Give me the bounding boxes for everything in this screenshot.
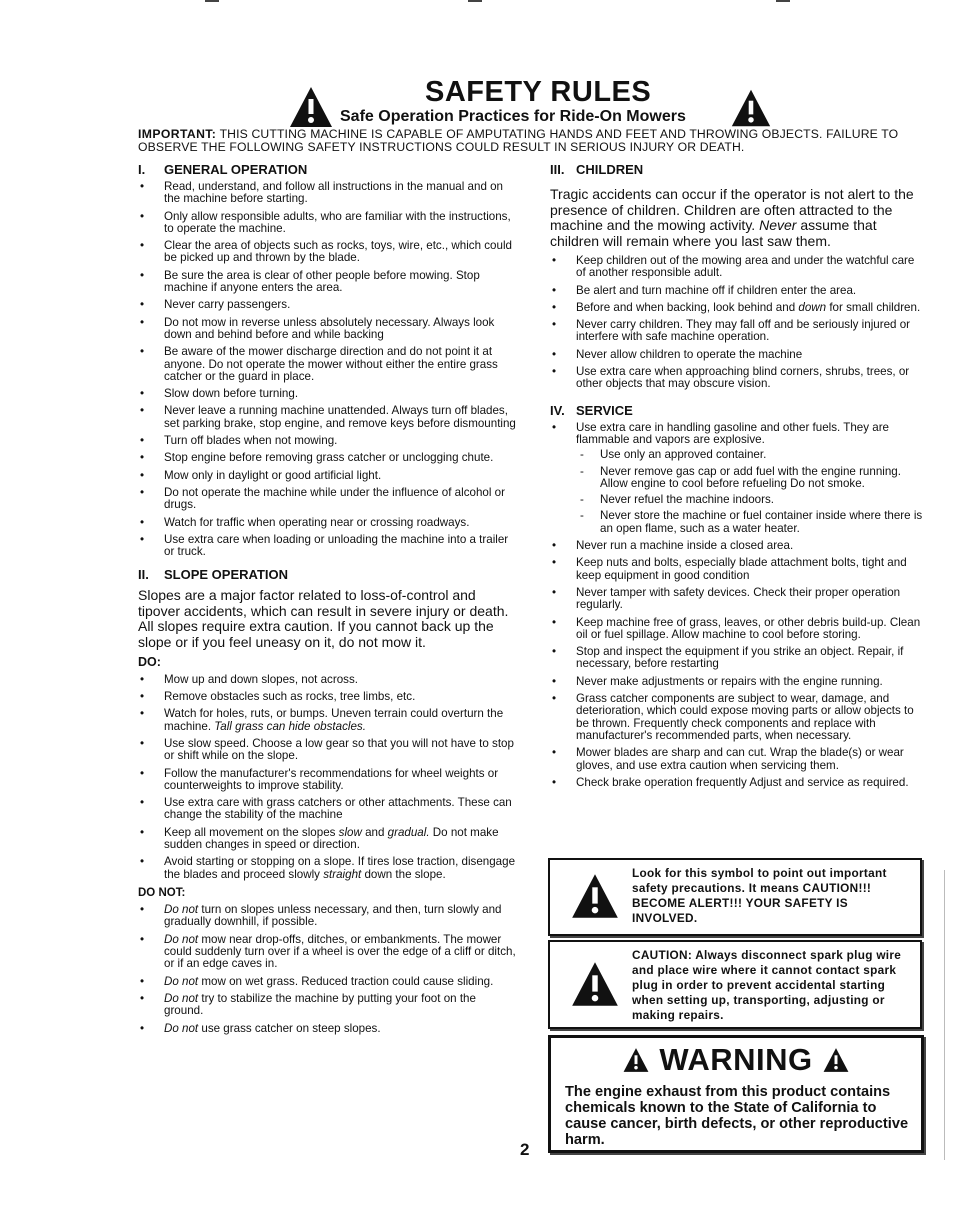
item-text: Watch for holes, ruts, or bumps. Uneven terrain could overturn the machine. xyxy=(164,707,504,733)
list-item: • Slow down before turning. xyxy=(138,388,518,400)
warning-triangle-icon xyxy=(570,960,620,1008)
warning-title: WARNING xyxy=(659,1041,813,1077)
list-item: • Never run a machine inside a closed area. xyxy=(550,540,925,552)
list-item: • Stop and inspect the equipment if you strike an object. Repair, if necessary, before restarting xyxy=(550,646,925,671)
section-heading-service xyxy=(550,403,925,418)
sub-item: - Use only an approved container. xyxy=(576,449,925,461)
item-emphasis: slow xyxy=(338,825,362,839)
list-item: • Remove obstacles such as rocks, tree limbs, etc. xyxy=(138,691,518,703)
list-item: • Mow up and down slopes, not across. xyxy=(138,674,518,686)
item-emphasis: straight xyxy=(323,867,362,881)
intro-text: Tragic accidents can occur if the operator is not alert to the presence of children. Children are often attracted to the machine and the mowing activity. xyxy=(550,186,914,233)
right-column xyxy=(550,162,925,794)
item-emphasis: Do not xyxy=(164,991,199,1005)
item-text: mow near drop-offs, ditches, or embankments. The mower could suddenly turn over if a wheel is over the edge of a cliff or ditch, or if an edge caves in. xyxy=(164,932,516,971)
item-emphasis: Do not xyxy=(164,932,199,946)
item-text: turn on slopes unless necessary, and then, turn slowly and gradually downhill, if possible. xyxy=(164,903,502,929)
item-text: Before and when backing, look behind and xyxy=(576,300,799,314)
item-emphasis: Do not xyxy=(164,974,199,988)
list-item xyxy=(138,1023,518,1035)
section-number: I. xyxy=(138,162,146,177)
section-number: III. xyxy=(550,162,565,177)
section-heading-children xyxy=(550,162,925,177)
scan-mark xyxy=(205,0,219,2)
item-text: Keep all movement on the slopes xyxy=(164,825,339,839)
item-text: for small children. xyxy=(826,300,921,314)
list-item: • Use extra care with grass catchers or other attachments. These can change the stability of the machine xyxy=(138,797,518,822)
list-item: • Be alert and turn machine off if children enter the area. xyxy=(550,285,925,297)
do-not-list xyxy=(138,904,518,1035)
item-emphasis: Do not xyxy=(164,1021,199,1035)
important-notice xyxy=(138,128,928,154)
page-subtitle: Safe Operation Practices for Ride-On Mowers xyxy=(340,108,686,125)
warning-body: The engine exhaust from this product contains chemicals known to the State of California to cause cancer, birth defects, or other reproductive harm. xyxy=(565,1084,909,1148)
important-text: THIS CUTTING MACHINE IS CAPABLE OF AMPUTATING HANDS AND FEET AND THROWING OBJECTS. FAILURE TO OBSERVE THE FOLLOWING SAFETY INSTRUCTIONS COULD RESULT IN SERIOUS INJURY OR DEATH. xyxy=(138,127,899,154)
item-emphasis: Tall grass can hide obstacles. xyxy=(214,719,366,733)
list-item: • Read, understand, and follow all instructions in the manual and on the machine before starting. xyxy=(138,181,518,206)
item-text: down the slope. xyxy=(361,867,446,881)
list-item: • Never carry passengers. xyxy=(138,299,518,311)
item-emphasis: down xyxy=(798,300,827,314)
list-item: • Check brake operation frequently Adjust and service as required. xyxy=(550,777,925,789)
list-item xyxy=(138,976,518,988)
warning-title-row xyxy=(551,1040,921,1078)
list-item: • Be sure the area is clear of other people before mowing. Stop machine if anyone enters the area. xyxy=(138,270,518,295)
item-text: and xyxy=(361,825,388,839)
list-item: • Grass catcher components are subject to wear, damage, and deterioration, which could expose moving parts or allow objects to be thrown. Frequently check components and replace with manufacturer's recommended parts, when necessary. xyxy=(550,693,925,742)
list-item: • Follow the manufacturer's recommendations for wheel weights or counterweights to improve stability. xyxy=(138,768,518,793)
list-item: • Do not operate the machine while under the influence of alcohol or drugs. xyxy=(138,487,518,512)
list-item: • Be aware of the mower discharge direction and do not point it at anyone. Do not operate the mower without either the entire grass catcher or the guard in place. xyxy=(138,346,518,383)
section-title: SLOPE OPERATION xyxy=(164,567,288,583)
list-item: • Only allow responsible adults, who are familiar with the instructions, to operate the machine. xyxy=(138,211,518,236)
warning-triangle-icon xyxy=(822,1047,850,1073)
list-item: • Use extra care when loading or unloading the machine into a trailer or truck. xyxy=(138,534,518,559)
item-text: try to stabilize the machine by putting your foot on the ground. xyxy=(164,991,476,1018)
list-item: • Never tamper with safety devices. Check their proper operation regularly. xyxy=(550,587,925,612)
slope-intro: Slopes are a major factor related to loss-of-control and tipover accidents, which can result in severe injury or death. All slopes require extra caution. If you cannot back up the slope or if you feel uneasy on it, do not mow it. xyxy=(138,587,509,650)
list-item: • Turn off blades when not mowing. xyxy=(138,435,518,447)
scan-mark xyxy=(776,0,790,2)
general-list xyxy=(138,181,518,558)
item-text: Do not make sudden changes in speed or direction. xyxy=(164,825,499,851)
left-column xyxy=(138,162,518,1040)
sub-item: - Never store the machine or fuel container inside where there is an open flame, such as a water heater. xyxy=(576,510,925,535)
important-label: IMPORTANT: xyxy=(138,127,217,141)
list-item: • Never carry children. They may fall off and be seriously injured or interfere with safe machine operation. xyxy=(550,319,925,344)
scan-mark xyxy=(468,0,482,2)
list-item: • Use extra care when approaching blind corners, shrubs, trees, or other objects that may obscure vision. xyxy=(550,366,925,391)
sub-item: - Never refuel the machine indoors. xyxy=(576,494,925,506)
section-number: II. xyxy=(138,567,149,583)
item-emphasis: Do not xyxy=(164,903,199,917)
page-number: 2 xyxy=(520,1140,530,1159)
item-text: Avoid starting or stopping on a slope. If tires lose traction, disengage the blades and proceed slowly xyxy=(164,855,516,881)
caution-box xyxy=(548,940,922,1029)
list-item xyxy=(138,708,518,733)
list-item xyxy=(138,993,518,1018)
section-heading-general xyxy=(138,162,518,177)
fuel-sublist xyxy=(576,449,925,535)
list-item: • Never make adjustments or repairs with the engine running. xyxy=(550,676,925,688)
do-not-heading: DO NOT: xyxy=(138,886,186,899)
list-item: • Mow only in daylight or good artificial light. xyxy=(138,470,518,482)
page-title: SAFETY RULES xyxy=(425,76,652,108)
warning-triangle-icon xyxy=(730,87,772,129)
list-item xyxy=(550,302,925,314)
warning-triangle-icon xyxy=(570,872,620,920)
list-item: • Never leave a running machine unattended. Always turn off blades, set parking brake, stop engine, and remove keys before dismounting xyxy=(138,405,518,430)
list-item xyxy=(550,422,925,535)
sub-item: - Never remove gas cap or add fuel with the engine running. Allow engine to cool before refueling Do not smoke. xyxy=(576,466,925,491)
list-item xyxy=(138,827,518,852)
page-header xyxy=(0,75,954,135)
children-list xyxy=(550,255,925,391)
symbol-notice-box xyxy=(548,858,922,936)
item-text: mow on wet grass. Reduced traction could cause sliding. xyxy=(198,974,494,988)
section-title: SERVICE xyxy=(576,402,633,418)
list-item xyxy=(138,856,518,881)
list-item: • Stop engine before removing grass catcher or unclogging chute. xyxy=(138,452,518,464)
section-title: GENERAL OPERATION xyxy=(164,162,308,177)
symbol-notice-text: Look for this symbol to point out important safety precautions. It means CAUTION!!! BECOME ALERT!!! YOUR SAFETY IS INVOLVED. xyxy=(632,866,887,925)
scan-edge-line xyxy=(944,870,945,1160)
item-emphasis: gradual. xyxy=(387,825,430,839)
children-intro xyxy=(550,187,925,249)
list-item xyxy=(138,904,518,929)
do-list xyxy=(138,674,518,881)
intro-text: assume that children will remain where you last saw them. xyxy=(550,217,877,249)
list-item: • Never allow children to operate the machine xyxy=(550,349,925,361)
warning-triangle-icon xyxy=(288,85,334,129)
section-heading-slope xyxy=(138,567,518,582)
item-text: use grass catcher on steep slopes. xyxy=(198,1021,381,1035)
intro-emphasis: Never xyxy=(759,217,797,233)
warning-box xyxy=(548,1035,924,1153)
do-heading: DO: xyxy=(138,655,161,670)
list-item: • Keep nuts and bolts, especially blade attachment bolts, tight and keep equipment in good condition xyxy=(550,557,925,582)
caution-text: CAUTION: Always disconnect spark plug wire and place wire where it cannot contact spark plug in order to prevent accidental starting when setting up, transporting, adjusting or making repairs. xyxy=(632,948,902,1022)
section-title: CHILDREN xyxy=(576,162,644,177)
list-item: • Keep machine free of grass, leaves, or other debris build-up. Clean oil or fuel spillage. Allow machine to cool before storing. xyxy=(550,617,925,642)
list-item: • Keep children out of the mowing area and under the watchful care of another responsible adult. xyxy=(550,255,925,280)
list-item xyxy=(138,934,518,971)
list-item: • Use slow speed. Choose a low gear so that you will not have to stop or shift while on the slope. xyxy=(138,738,518,763)
list-item: • Clear the area of objects such as rocks, toys, wire, etc., which could be picked up and thrown by the blade. xyxy=(138,240,518,265)
section-number: IV. xyxy=(550,402,565,418)
list-item: • Do not mow in reverse unless absolutely necessary. Always look down and behind before and while backing xyxy=(138,317,518,342)
list-item: • Watch for traffic when operating near or crossing roadways. xyxy=(138,517,518,529)
service-list xyxy=(550,422,925,789)
list-item: • Mower blades are sharp and can cut. Wrap the blade(s) or wear gloves, and use extra caution when servicing them. xyxy=(550,747,925,772)
warning-triangle-icon xyxy=(622,1047,650,1073)
item-text: Use extra care in handling gasoline and other fuels. They are flammable and vapors are explosive. xyxy=(576,420,890,446)
